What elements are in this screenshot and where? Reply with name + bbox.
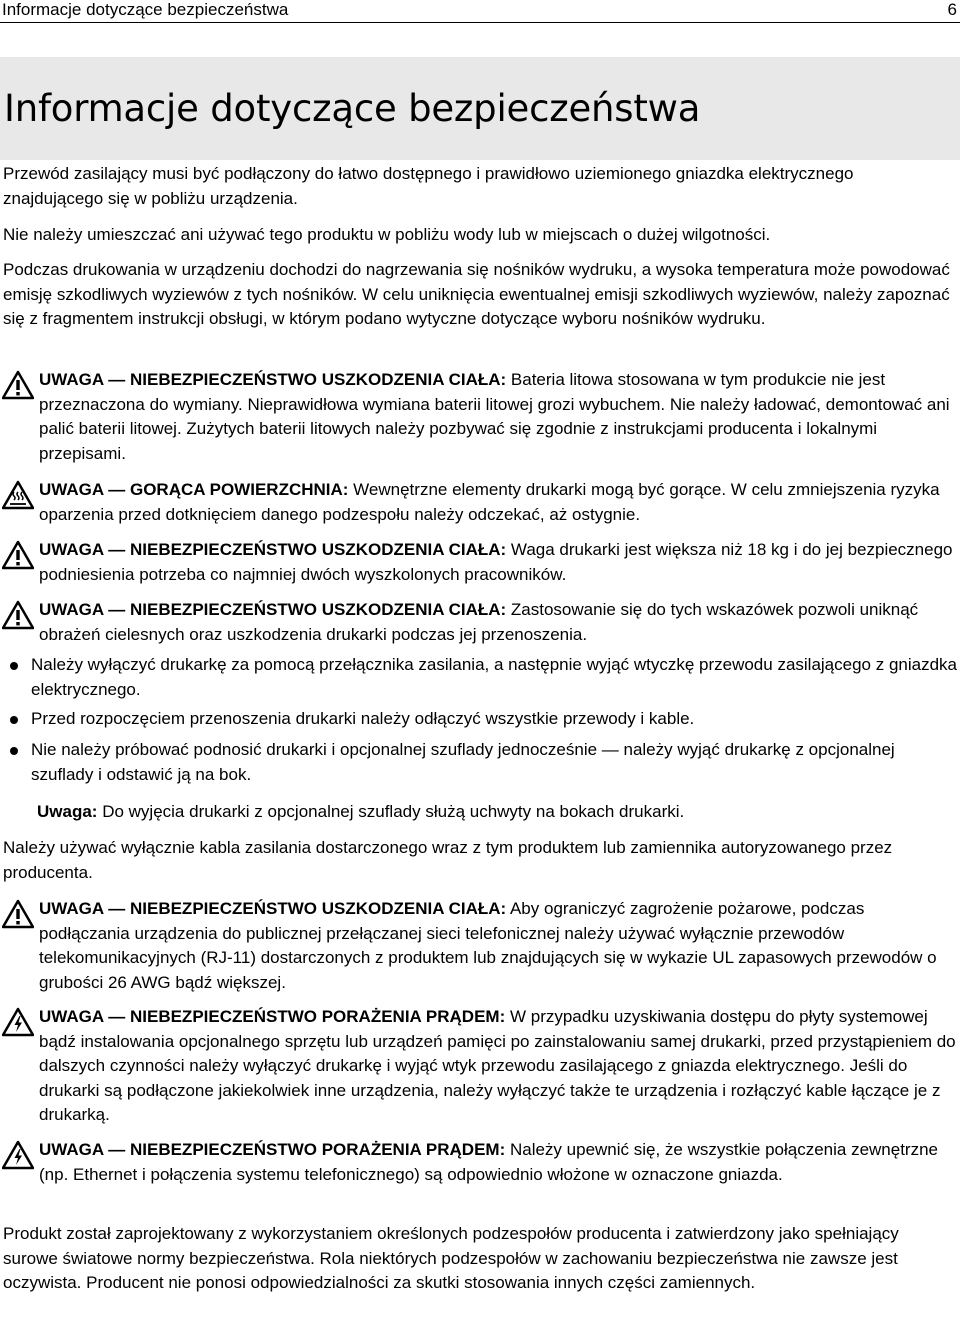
- note: [37, 800, 684, 825]
- hot-surface-icon: [2, 480, 34, 510]
- warning-label: UWAGA — NIEBEZPIECZEŃSTWO USZKODZENIA CIAŁA:: [39, 899, 507, 918]
- warning-label: UWAGA — NIEBEZPIECZEŃSTWO USZKODZENIA CIAŁA:: [39, 600, 507, 619]
- warning-text: Wewnętrzne elementy drukarki mogą być gorące. W celu zmniejszenia ryzyka oparzenia przed dotknięciem danego podzespołu należy odczekać, aż ostygnie.: [39, 480, 940, 524]
- paragraph-water: Nie należy umieszczać ani używać tego produktu w pobliżu wody lub w miejscach o dużej wilgotności.: [3, 225, 771, 244]
- warning-triangle-icon: [2, 370, 34, 400]
- title-banner: [0, 57, 960, 160]
- paragraph-components: Produkt został zaprojektowany z wykorzystaniem określonych podzespołów producenta i zatwierdzony jako spełniający surowe światowe normy bezpieczeństwa. Rola niektórych podzespołów w zachowaniu bezpieczeństwa nie zawsze jest oczywista. Producent nie ponosi odpowiedzialności za skutki stosowania innych części zamiennych.: [3, 1224, 899, 1292]
- warning-label: UWAGA — NIEBEZPIECZEŃSTWO USZKODZENIA CIAŁA:: [39, 370, 507, 389]
- warning-text: Należy upewnić się, że wszystkie połączenia zewnętrzne (np. Ethernet i połączenia systemu telefonicznego) są odpowiednio włożone w oznaczone gniazda.: [39, 1140, 939, 1184]
- warning-label: UWAGA — GORĄCA POWIERZCHNIA:: [39, 480, 349, 499]
- list-item-text: Przed rozpoczęciem przenoszenia drukarki należy odłączyć wszystkie przewody i kable.: [31, 709, 695, 728]
- note-label: Uwaga:: [37, 802, 98, 821]
- list-item-text: Należy wyłączyć drukarkę za pomocą przełącznika zasilania, a następnie wyjąć wtyczkę przewodu zasilającego z gniazdka elektrycznego.: [31, 655, 957, 699]
- electric-shock-icon: [2, 1007, 34, 1037]
- warning-text: Zastosowanie się do tych wskazówek pozwoli uniknąć obrażeń cielesnych oraz uszkodzenia drukarki podczas jej przenoszenia.: [39, 600, 919, 644]
- warning-text: W przypadku uzyskiwania dostępu do płyty systemowej bądź instalowania opcjonalnego sprzętu lub urządzeń pamięci po zainstalowaniu samej drukarki, przed przystąpieniem do dalszych czynności należy wyłączyć drukarkę i wyjąć wtyk przewodu zasilającego z gniazda elektrycznego. Jeśli do drukarki są podłączone jakiekolwiek inne urządzenia, należy wyłączyć także te urządzenia i rozłączyć kable łączące je z drukarką.: [39, 1007, 956, 1124]
- header-section-title: Informacje dotyczące bezpieczeństwa: [2, 0, 289, 19]
- warning-text: Waga drukarki jest większa niż 18 kg i do jej bezpiecznego podniesienia potrzeba co najmniej dwóch wyszkolonych pracowników.: [39, 540, 953, 584]
- warning-triangle-icon: [2, 899, 34, 929]
- warning-text: Bateria litowa stosowana w tym produkcie nie jest przeznaczona do wymiany. Nieprawidłowa wymiana baterii litowej grozi wybuchem. Nie należy ładować, demontować ani palić baterii litowej. Zużytych baterii litowych należy pozbywać się zgodnie z instrukcjami producenta i lokalnymi przepisami.: [39, 370, 950, 463]
- paragraph-power-cable: Należy używać wyłącznie kabla zasilania dostarczonego wraz z tym produktem lub zamiennika autoryzowanego przez producenta.: [3, 838, 893, 882]
- warning-label: UWAGA — NIEBEZPIECZEŃSTWO PORAŻENIA PRĄDEM:: [39, 1140, 506, 1159]
- paragraph-power-cord: Przewód zasilający musi być podłączony do łatwo dostępnego i prawidłowo uziemionego gniazdka elektrycznego znajdującego się w pobliżu urządzenia.: [3, 164, 854, 208]
- electric-shock-icon: [2, 1140, 34, 1170]
- warning-label: UWAGA — NIEBEZPIECZEŃSTWO USZKODZENIA CIAŁA:: [39, 540, 507, 559]
- warning-triangle-icon: [2, 540, 34, 570]
- bullet-icon: [10, 716, 18, 724]
- bullet-icon: [10, 662, 18, 670]
- list-item-text: Nie należy próbować podnosić drukarki i opcjonalnej szuflady jednocześnie — należy wyjąć drukarkę z opcjonalnej szuflady i odstawić ją na bok.: [31, 740, 895, 784]
- bullet-icon: [10, 747, 18, 755]
- note-text: Do wyjęcia drukarki z opcjonalnej szuflady służą uchwyty na bokach drukarki.: [97, 802, 685, 821]
- warning-triangle-icon: [2, 600, 34, 630]
- warning-label: UWAGA — NIEBEZPIECZEŃSTWO PORAŻENIA PRĄDEM:: [39, 1007, 506, 1026]
- warning-text: Aby ograniczyć zagrożenie pożarowe, podczas podłączania urządzenia do publicznej przełączanej sieci telefonicznej należy używać wyłącznie przewodów telekomunikacyjnych (RJ-11) dostarczonych z produktem lub znajdujących się w wykazie UL zapasowych przewodów o grubości 26 AWG bądź większej.: [39, 899, 937, 992]
- page-title: Informacje dotyczące bezpieczeństwa: [4, 87, 701, 130]
- paragraph-emissions: Podczas drukowania w urządzeniu dochodzi do nagrzewania się nośników wydruku, a wysoka temperatura może powodować emisję szkodliwych wyziewów z tych nośników. W celu uniknięcia ewentualnej emisji szkodliwych wyziewów, należy zapoznać się z fragmentem instrukcji obsługi, w którym podano wytyczne dotyczące wyboru nośników wydruku.: [3, 260, 950, 328]
- page-number: 6: [947, 0, 957, 19]
- page-header: [0, 0, 960, 23]
